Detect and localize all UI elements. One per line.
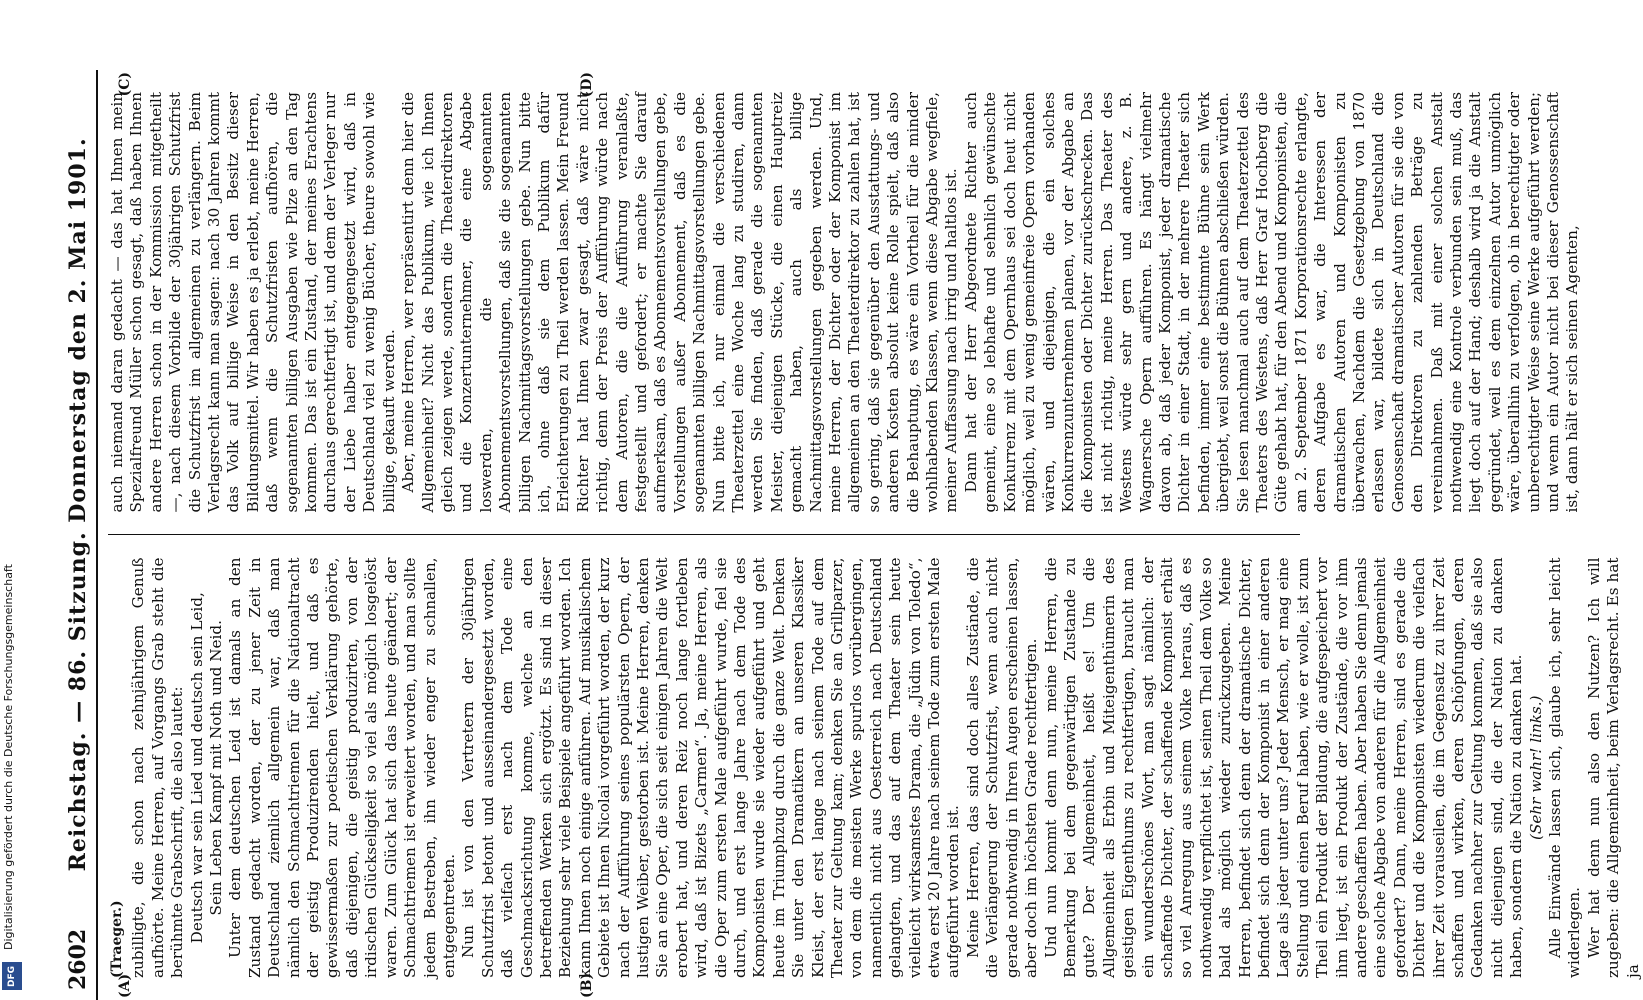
verse-line: Sein Leben Kampf mit Noth und Neid.	[207, 620, 226, 916]
paragraph: Alle Einwände lassen sich, glaube ich, sehr leicht widerlegen.	[1546, 557, 1584, 978]
text-columns	[108, 70, 1642, 1000]
page-header	[60, 70, 98, 1000]
paragraph: Und nun kommt denn nun, meine Herren, die Bemerkung bei dem gegenwärtigen Zustande zu gute? Der Allgemeinheit, heißt es! Um die Allgemeinheit als Erbin und Miteigenthümerin des geistigen Eigenthums zu rechtfertigen, braucht man ein wunderschönes Wort, man sagt nämlich: der schaffende Dichter, der schaffende Komponist erhält so viel Anregung aus seinem Volke heraus, daß es nothwendig verpflichtet ist, seinen Theil dem Volke so bald als möglich wieder zurückzugeben. Meine Herren, befindet sich denn der dramatische Dichter, befindet sich denn der Komponist in einer anderen Lage als jeder unter uns? Jeder Mensch, er mag eine Stellung und einen Beruf haben, wie er wolle, ist zum Theil ein Produkt der Bildung, die aufgespeichert vor ihm liegt, ist ein Produkt der Zustände, die vor ihm andere geschaffen haben. Aber haben Sie denn jemals eine solche Abgabe von anderen für die Allgemeinheit gefordert? Dann, meine Herren, sind es gerade die Dichter und die Komponisten wiederum die vielfach ihrer Zeit vorauseilen, die im Gegensatz zu ihrer Zeit schaffen und wirken, deren Schöpfungen, deren Gedanken nachher zur Geltung kommen, daß sie also nicht diejenigen sind, die der Nation zu danken haben, sondern die Nation zu danken hat.	[1041, 557, 1526, 978]
paragraph: Meine Herren, das sind doch alles Zustände, die die Verlängerung der Schutzfrist, wenn auch nicht gerade nothwendig in Ihren Augen erscheinen lassen, aber doch im höchsten Grade rechtfertigen.	[963, 557, 1041, 978]
scanned-page	[60, 70, 1642, 1000]
page-number: 2602	[65, 928, 91, 990]
paragraph: Aber, meine Herren, wer repräsentirt denn hier die Allgemeinheit? Nicht das Publikum, wie ich Ihnen gleich zeigen werde, sondern die Theaterdirektoren und die Konzertunternehmer, die eine Abgabe loswerden, die sogenannten Abonnementsvorstellungen, daß sie die sogenannten billigen Nachmittagsvorstellungen gebe. Nun bitte ich, ohne daß sie dem Publikum dafür Erleichterungen zu Theil werden lassen. Mein Freund Richter hat Ihnen zwar gesagt, daß wäre nicht richtig, denn der Preis der Aufführung würde nach dem Autoren, die die Aufführung veranlaßte, festgestellt und gefordert; er machte Sie darauf aufmerksam, daß es Abonnementsvorstellungen gebe, Vorstellungen außer Abonnement, daß es die sogenannten billigen Nachmittagsvorstellungen gebe. Nun bitte ich, nur einmal die verschiedenen Theaterzettel eine Woche lang zu studiren, dann werden Sie finden, daß gerade die sogenannten Meister, diejenigen Stücke, die einen Hauptreiz gemacht haben, auch als billige Nachmittagsvorstellungen gegeben werden. Und, meine Herren, der Dichter oder der Komponist im allgemeinen an den Theaterdirektor zu zahlen hat, ist so gering, daß sie gegenüber den Ausstattungs- und anderen Kosten absolut keine Rolle spielt, daß also die Behauptung, es wäre ein Vortheil für die minder wohlhabenden Klassen, wenn diese Abgabe wegfiele, meiner Auffassung nach irrig und haltlos ist.	[399, 92, 961, 513]
paragraph: zubilligte, die schon nach zehnjährigem Genuß aufhörte. Meine Herren, auf Vorgangs Grab steht die berühmte Grabschrift, die also lautet:	[129, 557, 187, 978]
paragraph: Unter dem deutschen Leid ist damals an den Zustand gedacht worden, der zu jener Zeit in Deutschland ziemlich allgemein war, daß man nämlich den Schmachtriemen für die Nationaltracht der geistig Produzirenden hielt, und daß es gewissermaßen zur poetischen Verklärung gehörte, daß diejenigen, die geistig produzirten, von der irdischen Glückseligkeit so viel als möglich losgelöst waren. Zum Glück hat sich das heute geändert; der Schmachtriemen ist erweitert worden, und man sollte jedem Bestreben, ihn wieder enger zu schnallen, entgegentreten.	[226, 557, 458, 978]
margin-mark-c: (C)	[117, 72, 133, 97]
paragraph: auch niemand daran gedacht — das hat Ihnen mein Spezialfreund Müller schon gesagt, daß haben Ihnen andere Herren schon in der Kommission mitgetheilt —, nach diesem Vorbilde der 30jährigen Schutzfrist die Schutzfrist im allgemeinen zu verlängern. Beim Verlagsrecht kann man sagen: nach 30 Jahren kommt das Volk auf billige Weise in den Besitz dieser Bildungsmittel. Wir haben es ja erlebt, meine Herren, daß wenn die Schutzfristen aufhören, die sogenannten billigen Ausgaben wie Pilze an den Tag kommen. Das ist ein Zustand, der meines Erachtens durchaus gerechtfertigt ist, und dem der Verleger nur der Liebe halber entgegengesetzt wird, daß in Deutschland viel zu wenig Bücher, theure sowohl wie billige, gekauft werden.	[108, 92, 398, 513]
verse-line: Deutsch war sein Lied und deutsch sein Leid,	[187, 592, 206, 944]
page-title: Reichstag. — 86. Sitzung. Donnerstag den 2. Mai 1901.	[65, 137, 91, 872]
speaker-label: (Traeger.)	[109, 900, 125, 978]
paragraph: Dann hat der Herr Abgeordnete Richter auch gemeint, eine so lebhafte und sehnlich gewünschte Konkurrenz mit dem Opernhaus sei doch heut nicht möglich, weil zu wenig gemeinfreie Opern vorhanden wären, und diejenigen, die ein solches Konkurrenzunternehmen planen, vor der Abgabe an die Komponisten oder Dichter zurückschrecken. Das ist nicht richtig, meine Herren. Das Theater des Westens würde sehr gern und andere, z. B. Wagnersche Opern aufführen. Es hängt vielmehr davon ab, daß jeder Komponist, jeder dramatische Dichter in einer Stadt, in der mehrere Theater sich befinden, immer eine bestimmte Bühne sein Werk übergiebt, weil sonst die Bühnen abschließen würden. Sie lesen manchmal auch auf dem Theaterzettel des Theaters des Westens, daß Herr Graf Hochberg die Güte gehabt hat, für den Abend und Komponisten, die am 2. September 1871 Korporationsrechte erlangte, deren Aufgabe es war, die Interessen der dramatischen Autoren und Komponisten zu überwachen, Nachdem die Gesetzgebung von 1870 erlassen war, bildete sich in Deutschland die Genossenschaft dramatischer Autoren für sie die von den Direktoren zu zahlenden Beträge zu vereinnahmen. Daß mit einer solchen Anstalt nothwendig eine Kontrole verbunden sein muß, das liegt doch auf der Hand; deshalb wird ja die Anstalt gegründet, weil es dem einzelnen Autor unmöglich wäre, überallhin zu verfolgen, ob in berechtigter oder unberechtigter Weise seine Werke aufgeführt werden; und wenn ein Autor nicht bei dieser Genossenschaft ist, dann hält er sich seinen Agenten,	[961, 92, 1582, 513]
margin-mark-a: (A)	[117, 973, 133, 998]
paragraph: Nun ist von den Vertretern der 30jährigen Schutzfrist betont und ausseinandergesetzt worden, daß vielfach erst nach dem Tode eine Geschmacksrichtung komme, welche an den betreffenden Werken sich ergötzt. Es sind in dieser Beziehung sehr viele Beispiele angeführt worden. Ich kann Ihnen noch einige anführen. Auf musikalischem Gebiete ist Ihnen Nicolai vorgeführt worden, der kurz nach der Aufführung seines populärsten Opern, der lustigen Weiber, gestorben ist. Meine Herren, denken Sie an eine Oper, die sich seit einigen Jahren die Welt erobert hat, und deren Reiz noch lange fortleben wird, daß ist Bizets „Carmen“. Ja, meine Herren, als die Oper zum ersten Male aufgeführt wurde, fiel sie durch, und erst lange Jahre nach dem Tode des Komponisten wurde sie wieder aufgeführt und geht heute im Triumphzug durch die ganze Welt. Denken Sie unter den Dramatikern an unseren Klassiker Kleist, der erst lange nach seinem Tode auf dem Theater zur Geltung kam; denken Sie an Grillparzer, von dem die meisten Werke spurlos vorübergingen, namentlich nicht aus Oesterreich nach Deutschland gelangten, und das auf dem Theater sein heute vielleicht wirksamstes Drama, die „Jüdin von Toledo“, etwa erst 20 Jahre nach seinem Tode zum ersten Male aufgeführt worden ist.	[459, 557, 963, 978]
right-column	[108, 70, 1582, 536]
margin-mark-d: (D)	[579, 72, 595, 98]
dfg-logo: DFG	[2, 962, 22, 990]
interjection: (Sehr wahr! links.)	[1526, 695, 1545, 840]
left-column	[108, 536, 1642, 1000]
paragraph: Wer hat denn nun also den Nutzen? Ich will zugeben: die Allgemeinheit, beim Verlagsrecht. Es hat ja	[1584, 557, 1642, 978]
margin-mark-b: (B)	[579, 972, 595, 998]
